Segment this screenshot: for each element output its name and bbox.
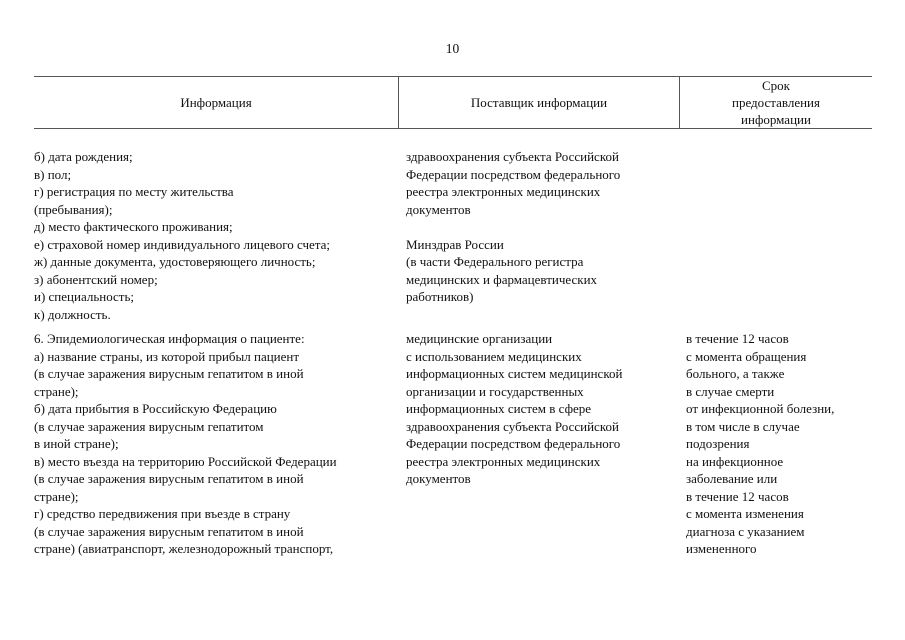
text-line: на инфекционное	[686, 453, 784, 469]
text-line: от инфекционной болезни,	[686, 401, 835, 416]
text-line: с использованием медицинских	[406, 348, 582, 364]
text-line: реестра электронных медицинских	[406, 184, 601, 199]
text-line: г) регистрация по месту жительства	[34, 184, 234, 199]
row1-provider-cell	[406, 148, 676, 306]
column-header-info: Информация	[180, 94, 252, 110]
text-line: организации и государственных	[406, 383, 584, 399]
text-line: в том числе в случае	[686, 418, 800, 434]
column-header-term-line: информации	[741, 111, 811, 127]
text-line: в) место въезда на территорию Российской Федерации	[34, 453, 337, 469]
text-line: подозрения	[686, 436, 750, 451]
column-header-provider: Поставщик информации	[470, 94, 608, 110]
text-line: здравоохранения субъекта Российской	[406, 149, 619, 164]
text-line: реестра электронных медицинских	[406, 453, 601, 469]
text-line: с момента обращения	[686, 348, 807, 364]
text-line: с момента изменения	[686, 506, 804, 521]
text-line: документов	[406, 471, 471, 486]
text-line: здравоохранения субъекта Российской	[406, 418, 619, 434]
text-line: б) дата рождения;	[34, 149, 133, 164]
text-line: з) абонентский номер;	[34, 271, 158, 287]
text-line: в течение 12 часов	[686, 488, 789, 504]
text-line: (пребывания);	[34, 201, 113, 217]
text-line: измененного	[686, 541, 757, 556]
text-line: (в случае заражения вирусным гепатитом в иной	[34, 471, 304, 486]
text-line: (в случае заражения вирусным гепатитом	[34, 418, 264, 434]
text-line: заболевание или	[686, 471, 778, 486]
text-line: г) средство передвижения при въезде в страну	[34, 506, 291, 521]
text-line: информационных систем в сфере	[406, 401, 592, 416]
text-line: ж) данные документа, удостоверяющего личность;	[34, 254, 316, 269]
row2-provider-cell	[406, 330, 676, 488]
page-number: 10	[445, 41, 460, 56]
text-line: работников)	[406, 289, 474, 304]
paragraph-gap	[406, 218, 676, 236]
column-header-term	[680, 76, 872, 128]
text-line: в иной стране);	[34, 436, 119, 451]
text-line: в случае смерти	[686, 383, 775, 399]
row1-info-cell	[34, 148, 398, 323]
text-line: медицинские организации	[406, 331, 553, 346]
text-line: 6. Эпидемиологическая информация о пациенте:	[34, 331, 305, 346]
table-header-rule	[34, 128, 872, 129]
text-line: стране) (авиатранспорт, железнодорожный транспорт,	[34, 541, 334, 556]
text-line: медицинских и фармацевтических	[406, 271, 598, 287]
text-line: и) специальность;	[34, 289, 135, 304]
text-line: Федерации посредством федерального	[406, 436, 621, 451]
text-line: стране);	[34, 488, 79, 504]
text-line: (в части Федерального регистра	[406, 254, 584, 269]
text-line: документов	[406, 201, 471, 217]
data-table	[34, 76, 872, 616]
text-line: б) дата прибытия в Российскую Федерацию	[34, 401, 277, 416]
text-line: диагноза с указанием	[686, 523, 805, 539]
text-line: в) пол;	[34, 166, 72, 182]
row2-term-cell	[686, 330, 872, 558]
column-header-term-line: предоставления	[732, 94, 820, 110]
text-line: информационных систем медицинской	[406, 366, 623, 381]
row2-info-cell	[34, 330, 398, 558]
text-line: в течение 12 часов	[686, 331, 789, 346]
text-line: д) место фактического проживания;	[34, 219, 233, 234]
text-line: стране);	[34, 383, 79, 399]
text-line: (в случае заражения вирусным гепатитом в иной	[34, 523, 304, 539]
text-line: Федерации посредством федерального	[406, 166, 621, 182]
text-line: а) название страны, из которой прибыл пациент	[34, 348, 300, 364]
text-line: Минздрав России	[406, 236, 504, 252]
column-header-term-line: Срок	[762, 77, 790, 93]
text-line: е) страховой номер индивидуального лицевого счета;	[34, 236, 331, 252]
text-line: больного, а также	[686, 366, 785, 381]
text-line: к) должность.	[34, 306, 111, 322]
text-line: (в случае заражения вирусным гепатитом в иной	[34, 366, 304, 381]
